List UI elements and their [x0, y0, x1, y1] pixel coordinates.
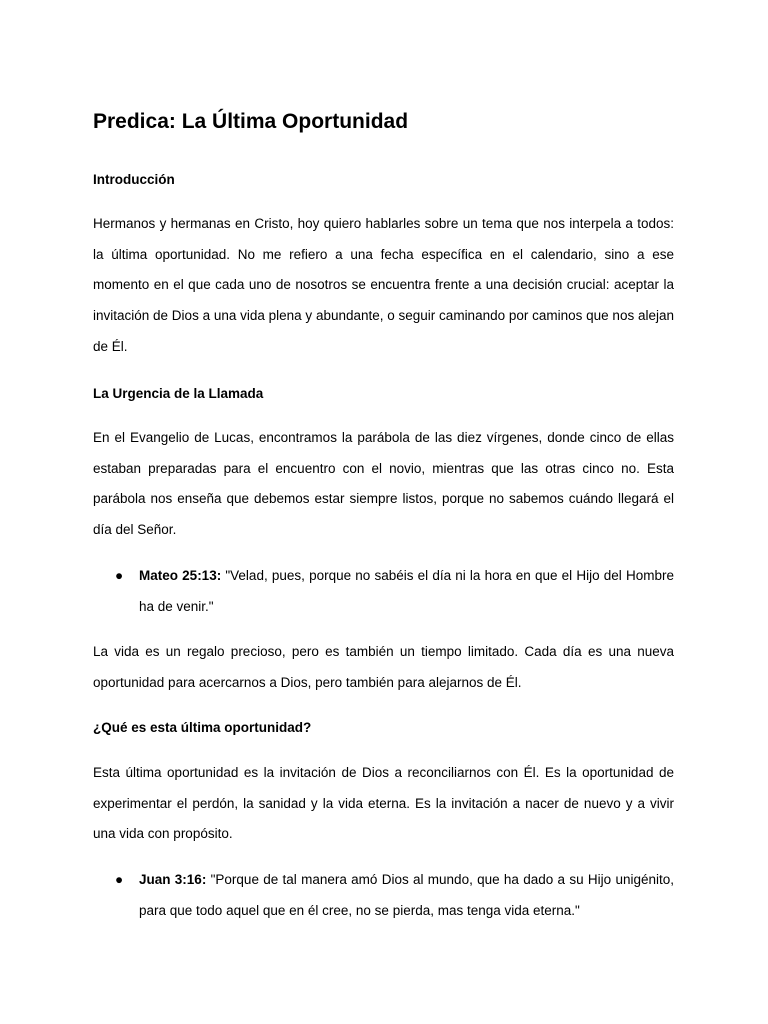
section-heading-urgencia: La Urgencia de la Llamada	[93, 386, 264, 401]
bullet-quote: "Velad, pues, porque no sabéis el día ni la hora en que el Hijo del Hombre ha de venir."	[139, 568, 674, 614]
bullet-reference: Juan 3:16:	[139, 872, 207, 887]
bullet-icon: ●	[115, 568, 124, 583]
section-heading-que-es: ¿Qué es esta última oportunidad?	[93, 720, 312, 735]
bullet-reference: Mateo 25:13:	[139, 568, 222, 583]
document-page	[93, 0, 674, 1024]
bullet-quote: "Porque de tal manera amó Dios al mundo, que ha dado a su Hijo unigénito, para que todo aquel que en él cree, no se pierda, mas tenga vida eterna."	[139, 872, 674, 918]
bullet-text	[139, 561, 674, 622]
urgency-paragraph: En el Evangelio de Lucas, encontramos la parábola de las diez vírgenes, donde cinco de ellas estaban preparadas para el encuentro con el novio, mientras que las otras cinco no. Esta parábola nos enseña que debemos estar siempre listos, porque no sabemos cuándo llegará el día del Señor.	[93, 430, 674, 538]
document-title: Predica: La Última Oportunidad	[93, 110, 409, 133]
what-paragraph: Esta última oportunidad es la invitación de Dios a reconciliarnos con Él. Es la oportunidad de experimentar el perdón, la sanidad y la vida eterna. Es la invitación a nacer de nuevo y a vivir una vida con propósito.	[93, 765, 674, 842]
section-heading-introduccion: Introducción	[93, 172, 175, 187]
urgency-paragraph-2: La vida es un regalo precioso, pero es también un tiempo limitado. Cada día es una nueva oportunidad para acercarnos a Dios, pero también para alejarnos de Él.	[93, 644, 674, 690]
bullet-text	[139, 865, 674, 926]
intro-paragraph: Hermanos y hermanas en Cristo, hoy quiero hablarles sobre un tema que nos interpela a todos: la última oportunidad. No me refiero a una fecha específica en el calendario, sino a ese momento en el que cada uno de nosotros se encuentra frente a una decisión crucial: aceptar la invitación de Dios a una vida plena y abundante, o seguir caminando por caminos que nos alejan de Él.	[93, 216, 674, 354]
bullet-icon: ●	[115, 872, 124, 887]
